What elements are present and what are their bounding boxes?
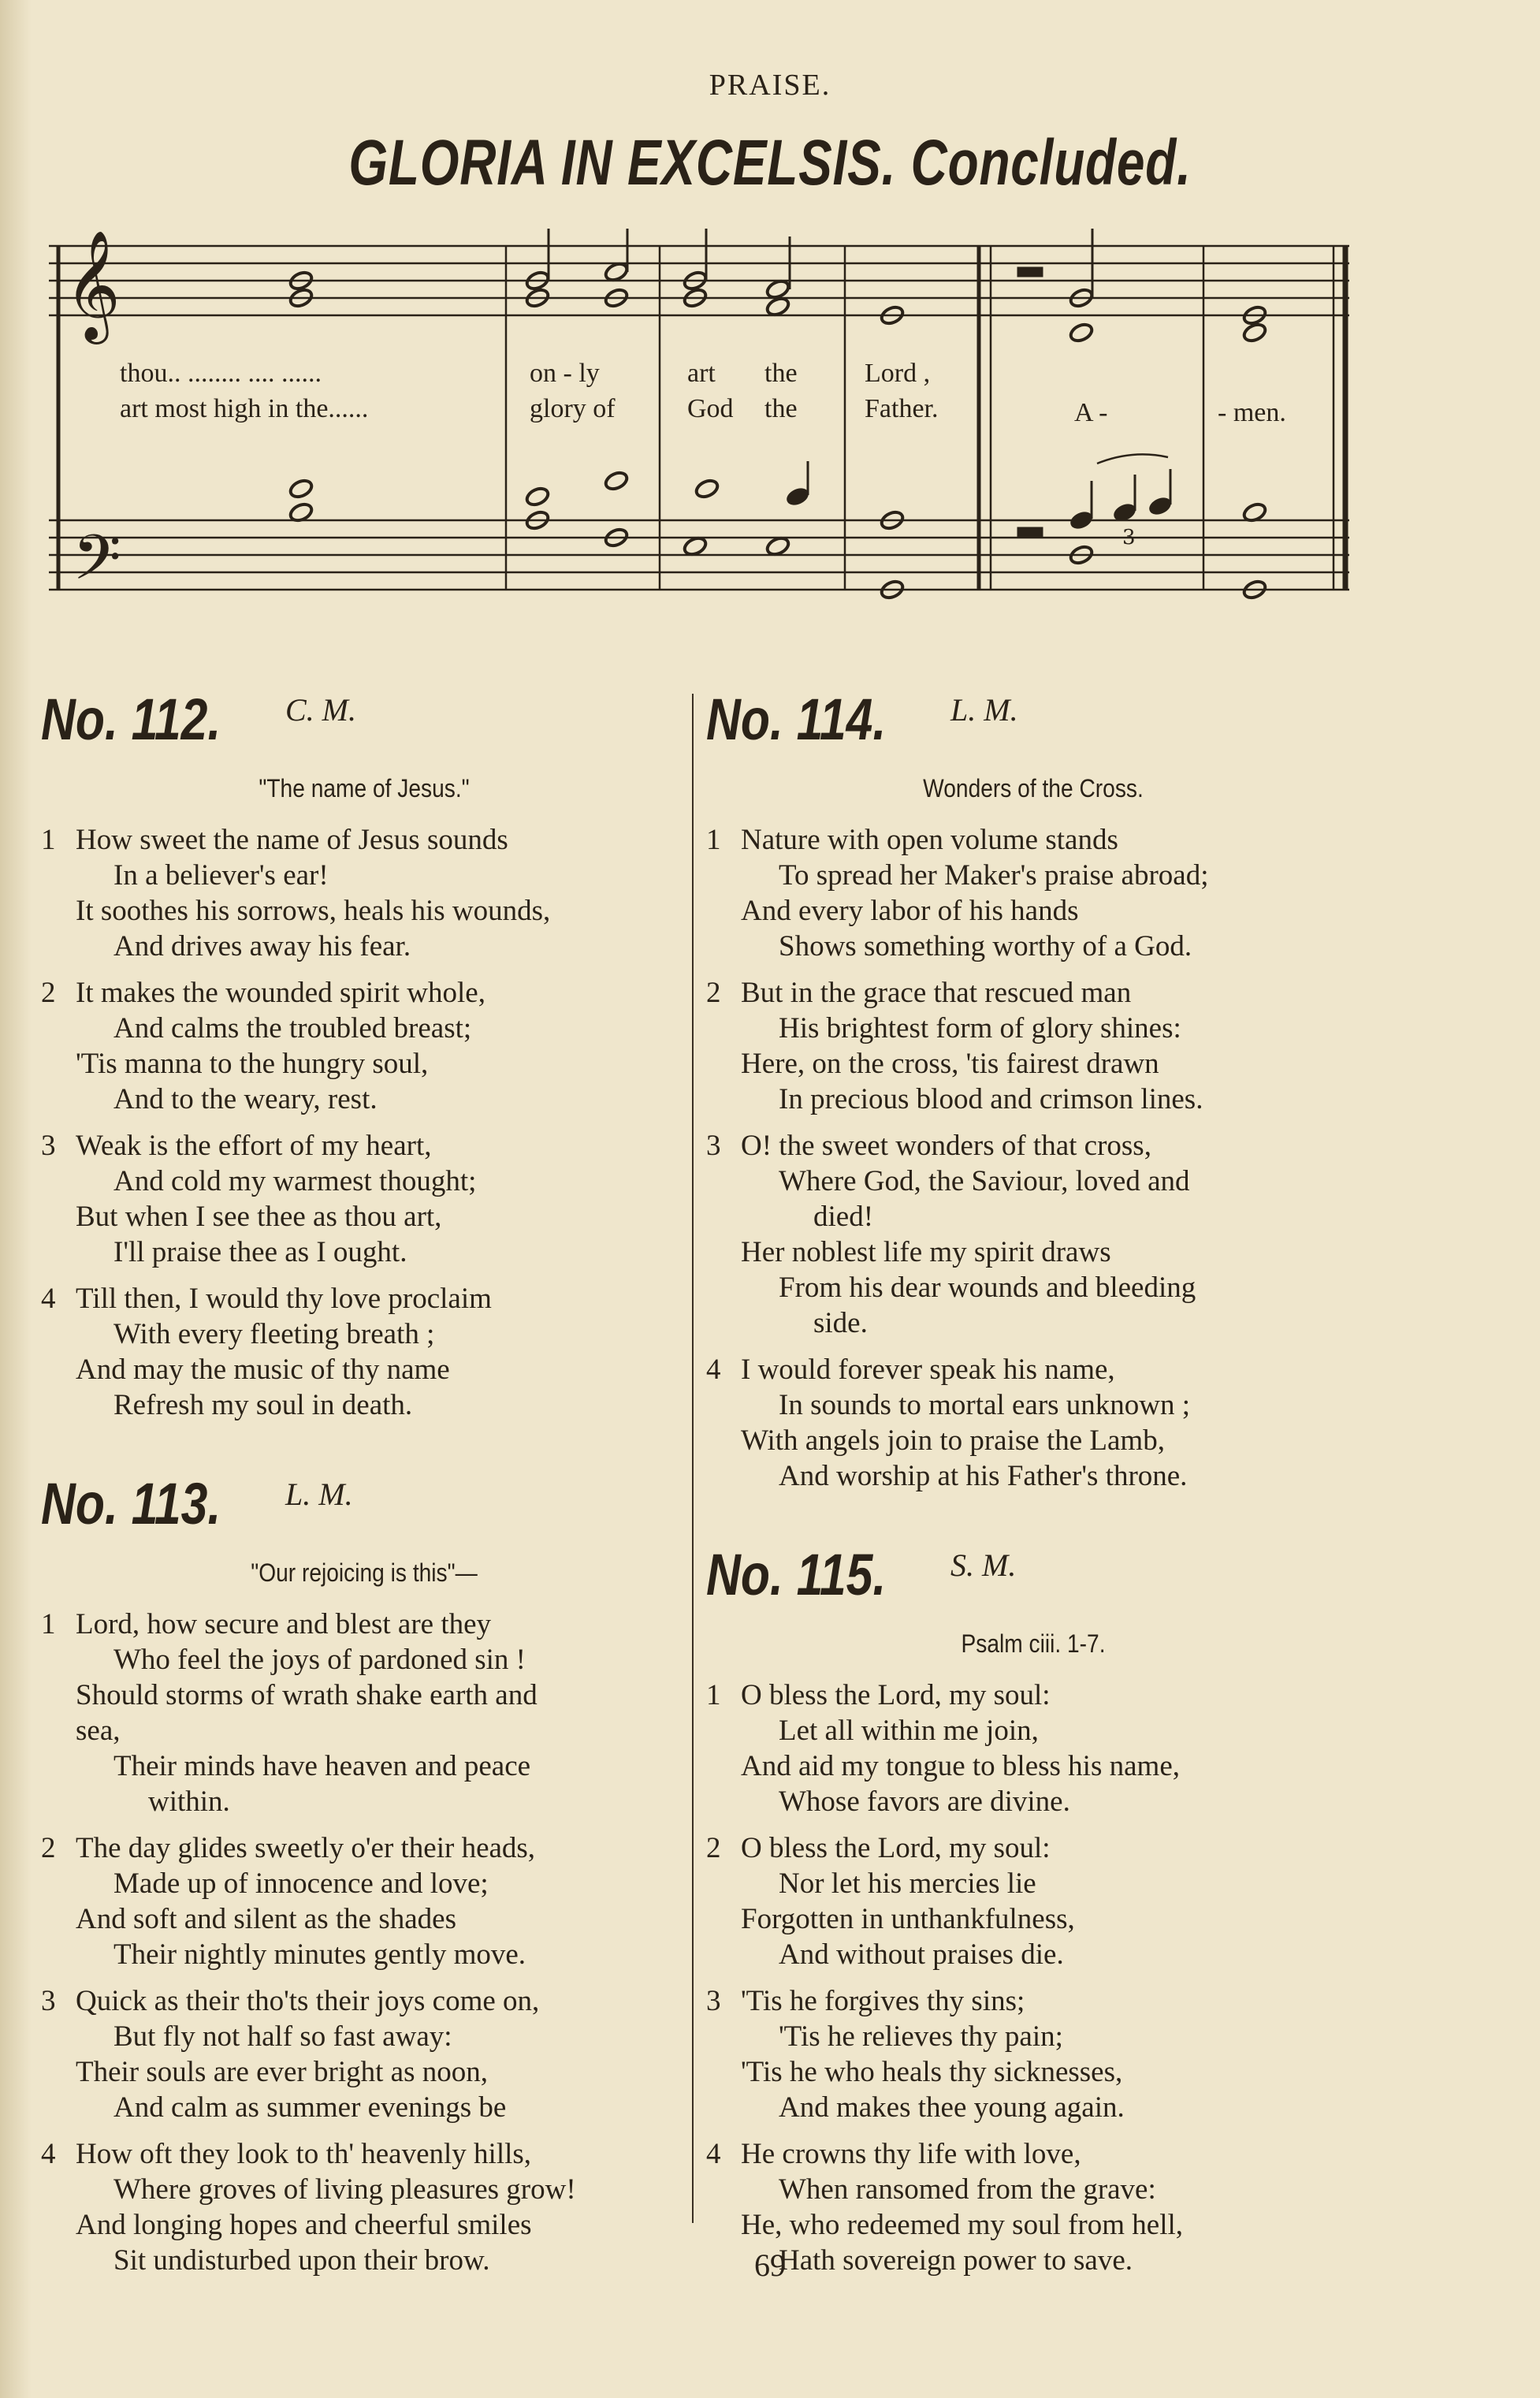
- score-lyric: on - ly: [530, 359, 600, 388]
- score-lyric: Lord ,: [865, 359, 931, 388]
- stanza: 1 Nature with open volume stands To spread her Maker's praise abroad; And every labor of his hands Shows something worthy of a God.: [706, 824, 1209, 963]
- stanza: 3 Weak is the effort of my heart, And cold my warmest thought; But when I see thee as thou art, I'll praise thee as I ought.: [41, 1130, 477, 1268]
- running-head: PRAISE.: [709, 69, 831, 102]
- score-lyric: the: [764, 359, 798, 388]
- stanza: 4 He crowns thy life with love, When ransomed from the grave: He, who redeemed my soul from hell, Hath sovereign power to save.: [706, 2138, 1184, 2277]
- score-lyric: - men.: [1218, 398, 1286, 427]
- score-lyric: art most high in the......: [120, 394, 369, 423]
- triplet-mark: 3: [1122, 526, 1136, 549]
- hymn-meter: L. M.: [285, 1476, 353, 1512]
- hymn-subtitle: "Our rejoicing is this"—: [251, 1558, 478, 1587]
- stanza: 3 'Tis he forgives thy sins; 'Tis he relieves thy pain; 'Tis he who heals thy sicknesses, And makes thee young again.: [706, 1985, 1125, 2124]
- score-lyric: art: [687, 359, 716, 388]
- stanza: 4 How oft they look to th' heavenly hills, Where groves of living pleasures grow! And longing hopes and cheerful smiles Sit undisturbed upon their brow.: [41, 2138, 576, 2277]
- svg-text:𝄢: 𝄢: [73, 521, 121, 607]
- page-edge: [0, 0, 32, 2398]
- stanza: 2 The day glides sweetly o'er their heads, Made up of innocence and love; And soft and silent as the shades Their nightly minutes gently move.: [41, 1832, 536, 1971]
- stanza: 3 O! the sweet wonders of that cross, Where God, the Saviour, loved and died! Her noblest life my spirit draws From his dear wounds and bleeding side.: [706, 1130, 1196, 1339]
- hymn-subtitle: "The name of Jesus.": [259, 774, 470, 802]
- stanza: 2 But in the grace that rescued man His brightest form of glory shines: Here, on the cross, 'tis fairest drawn In precious blood and crimson lines.: [706, 977, 1203, 1115]
- left-column: [41, 686, 687, 2325]
- score-lyric: thou.. ........ .... ......: [120, 359, 322, 388]
- column-divider: [692, 694, 694, 2223]
- page-title: GLORIA IN EXCELSIS. Concluded.: [348, 127, 1192, 199]
- svg-text:𝄞: 𝄞: [65, 230, 121, 340]
- hymn-number: No. 115.: [706, 1542, 887, 1607]
- stanza: 1 O bless the Lord, my soul: Let all within me join, And aid my tongue to bless his name, Whose favors are divine.: [706, 1679, 1180, 1818]
- score-lyric: God: [687, 394, 734, 423]
- score-lyric: A -: [1074, 398, 1108, 427]
- hymn-subtitle: Psalm ciii. 1-7.: [961, 1629, 1106, 1658]
- hymn-115: [706, 1541, 1360, 2278]
- hymn-number: No. 114.: [706, 687, 887, 752]
- stanza: 4 I would forever speak his name, In sounds to mortal ears unknown ; With angels join to praise the Lamb, And worship at his Father's throne.: [706, 1354, 1191, 1492]
- stanza: 2 O bless the Lord, my soul: Nor let his mercies lie Forgotten in unthankfulness, And without praises die.: [706, 1832, 1075, 1971]
- score-lyric: Father.: [865, 394, 939, 423]
- score-lyric: glory of: [530, 394, 616, 423]
- hymn-meter: C. M.: [285, 692, 356, 728]
- score-lyric: the: [764, 394, 798, 423]
- stanza: 4 Till then, I would thy love proclaim With every fleeting breath ; And may the music of thy name Refresh my soul in death.: [41, 1283, 492, 1421]
- stanza: 1 How sweet the name of Jesus sounds In a believer's ear! It soothes his sorrows, heals his wounds, And drives away his fear.: [41, 824, 551, 963]
- right-column: [706, 686, 1360, 2325]
- hymn-number: No. 112.: [41, 687, 221, 752]
- hymn-number: No. 113.: [41, 1471, 221, 1536]
- stanza: 2 It makes the wounded spirit whole, And calms the troubled breast; 'Tis manna to the hungry soul, And to the weary, rest.: [41, 977, 485, 1115]
- hymn-112: [41, 686, 687, 1423]
- hymn-subtitle: Wonders of the Cross.: [923, 774, 1144, 802]
- stanza: 1 Lord, how secure and blest are they Who feel the joys of pardoned sin ! Should storms of wrath shake earth and sea, Their minds have heaven and peace within.: [41, 1608, 538, 1818]
- stanza: 3 Quick as their tho'ts their joys come on, But fly not half so fast away: Their souls are ever bright as noon, And calm as summer evenings be: [41, 1985, 540, 2124]
- page-number: 69: [754, 2247, 786, 2283]
- hymn-113: [41, 1470, 687, 2278]
- hymn-114: [706, 686, 1360, 1494]
- hymn-meter: L. M.: [950, 692, 1018, 728]
- hymn-meter: S. M.: [950, 1547, 1017, 1583]
